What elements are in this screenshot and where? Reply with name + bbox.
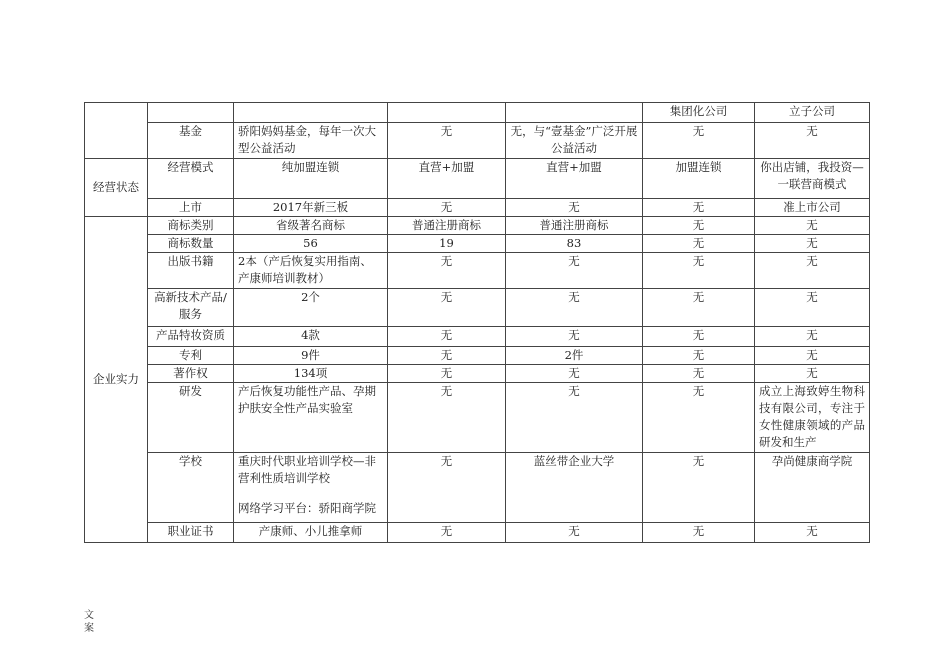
table-cell: 无: [506, 289, 643, 327]
table-cell: 骄阳妈妈基金，每年一次大型公益活动: [234, 123, 388, 159]
table-cell: 无: [388, 199, 506, 217]
header-cell: [388, 103, 506, 123]
table-cell: 无: [643, 365, 755, 383]
table-row: [85, 253, 870, 289]
table-cell: 无: [388, 327, 506, 347]
group-cell: [85, 103, 148, 159]
header-cell: 立子公司: [755, 103, 870, 123]
table-cell: 无: [506, 365, 643, 383]
table-cell: 无: [388, 253, 506, 289]
row-label: 上市: [148, 199, 234, 217]
table-cell: 无: [643, 199, 755, 217]
table-cell: 无: [643, 327, 755, 347]
row-label: 专利: [148, 347, 234, 365]
group-label: 企业实力: [85, 217, 148, 543]
table-cell: 无: [643, 523, 755, 543]
table-cell: 无: [643, 235, 755, 253]
row-label: 商标数量: [148, 235, 234, 253]
table-cell: 无: [755, 347, 870, 365]
table-cell: [234, 453, 388, 523]
table-cell: 无: [755, 217, 870, 235]
table-cell: 无: [643, 383, 755, 453]
table-row: [85, 523, 870, 543]
table-cell: 无: [755, 253, 870, 289]
table-cell: 孕尚健康商学院: [755, 453, 870, 523]
table-cell: 直营+加盟: [388, 159, 506, 199]
table-cell: 2017年新三板: [234, 199, 388, 217]
table-cell: 无: [643, 253, 755, 289]
table-cell: 无: [506, 523, 643, 543]
row-label: 商标类别: [148, 217, 234, 235]
row-label: 产品特妆资质: [148, 327, 234, 347]
table-cell: 蓝丝带企业大学: [506, 453, 643, 523]
row-label: 研发: [148, 383, 234, 453]
table-cell: 你出店铺，我投资—一联营商模式: [755, 159, 870, 199]
comparison-table: [84, 102, 870, 543]
table-cell: 无: [506, 327, 643, 347]
learning-platform: 网络学习平台：骄阳商学院: [238, 501, 376, 515]
header-row: [85, 103, 870, 123]
table-cell: 无: [643, 217, 755, 235]
row-label: 高新技术产品/服务: [148, 289, 234, 327]
table-cell: 2件: [506, 347, 643, 365]
table-cell: 134项: [234, 365, 388, 383]
table-cell: 直营+加盟: [506, 159, 643, 199]
table-row: [85, 199, 870, 217]
table-row: [85, 289, 870, 327]
table-cell: 成立上海致婷生物科技有限公司，专注于女性健康领域的产品研发和生产: [755, 383, 870, 453]
table-cell: 19: [388, 235, 506, 253]
table-cell: 无: [643, 347, 755, 365]
table-row: [85, 453, 870, 523]
table-cell: 纯加盟连锁: [234, 159, 388, 199]
header-cell: 集团化公司: [643, 103, 755, 123]
header-cell: [148, 103, 234, 123]
row-label: 出版书籍: [148, 253, 234, 289]
table-cell: 4款: [234, 327, 388, 347]
table-cell: 9件: [234, 347, 388, 365]
footer-note: 文案: [84, 610, 94, 634]
table-cell: 无: [755, 235, 870, 253]
table-cell: 无，与“壹基金”广泛开展公益活动: [506, 123, 643, 159]
table-cell: 无: [643, 123, 755, 159]
table-cell: 无: [643, 289, 755, 327]
row-label: 职业证书: [148, 523, 234, 543]
table-cell: 2个: [234, 289, 388, 327]
school-name: 重庆时代职业培训学校—非营利性质培训学校: [238, 454, 376, 485]
row-label: 经营模式: [148, 159, 234, 199]
table-cell: 加盟连锁: [643, 159, 755, 199]
header-cell: [234, 103, 388, 123]
table-cell: 无: [388, 453, 506, 523]
table-cell: 无: [506, 253, 643, 289]
table-cell: 无: [643, 453, 755, 523]
table-cell: 56: [234, 235, 388, 253]
table-cell: 2本（产后恢复实用指南、产康师培训教材）: [234, 253, 388, 289]
table-cell: 无: [388, 289, 506, 327]
row-label: 著作权: [148, 365, 234, 383]
table-cell: 无: [506, 199, 643, 217]
header-cell: [506, 103, 643, 123]
table-cell: 无: [755, 327, 870, 347]
table-cell: 无: [755, 523, 870, 543]
table-cell: 普通注册商标: [388, 217, 506, 235]
group-label: 经营状态: [85, 159, 148, 217]
table-cell: 无: [388, 123, 506, 159]
table-cell: 无: [388, 347, 506, 365]
table-row: [85, 123, 870, 159]
table-cell: 普通注册商标: [506, 217, 643, 235]
table-row: [85, 235, 870, 253]
table-cell: 无: [506, 383, 643, 453]
table-cell: 省级著名商标: [234, 217, 388, 235]
table-row: [85, 365, 870, 383]
table-cell: 无: [388, 523, 506, 543]
table-cell: 准上市公司: [755, 199, 870, 217]
table-cell: 无: [755, 123, 870, 159]
row-label: 基金: [148, 123, 234, 159]
table-row: [85, 327, 870, 347]
table-row: [85, 159, 870, 199]
table-cell: 无: [755, 289, 870, 327]
table-cell: 无: [755, 365, 870, 383]
table-cell: 无: [388, 383, 506, 453]
row-label: 学校: [148, 453, 234, 523]
table-cell: 无: [388, 365, 506, 383]
table-row: [85, 347, 870, 365]
table-row: [85, 383, 870, 453]
table-row: [85, 217, 870, 235]
table-cell: 产康师、小儿推拿师: [234, 523, 388, 543]
table-cell: 产后恢复功能性产品、孕期护肤安全性产品实验室: [234, 383, 388, 453]
table-cell: 83: [506, 235, 643, 253]
